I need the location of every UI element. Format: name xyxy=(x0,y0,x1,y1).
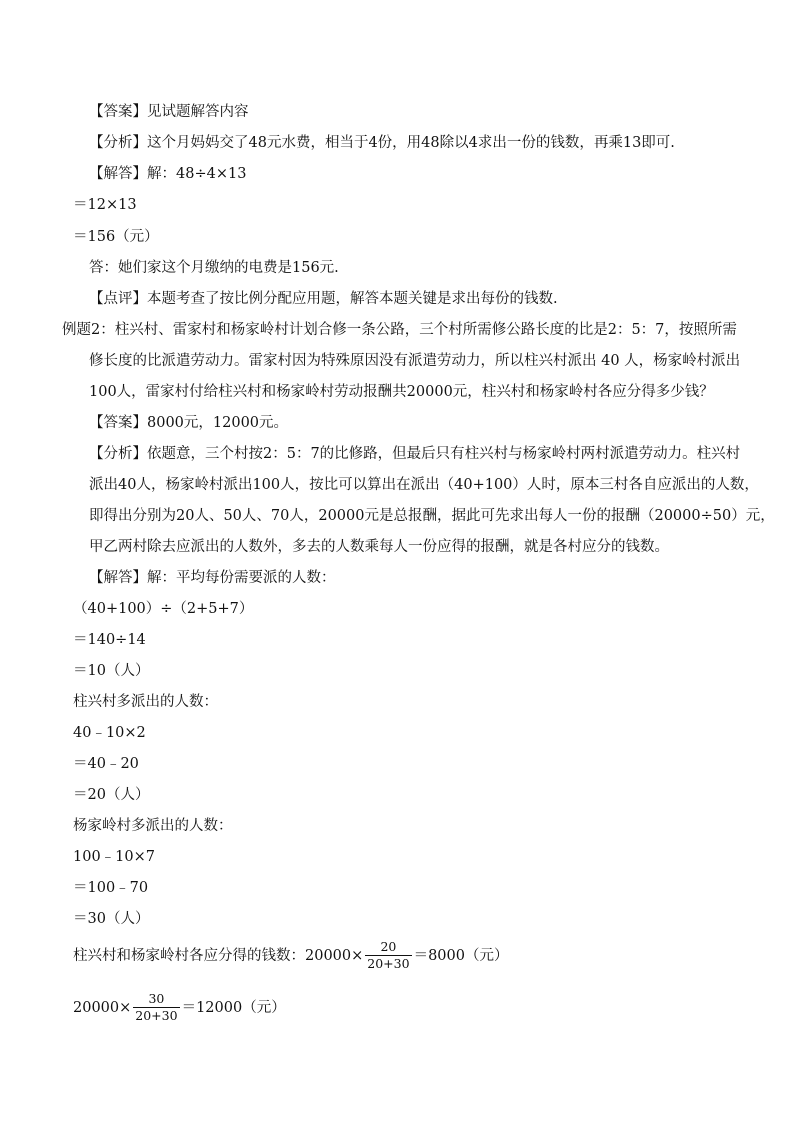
final-answer-line: 答：她们家这个月缴纳的电费是156元. xyxy=(89,260,339,276)
formula-suffix: ＝12000（元） xyxy=(181,999,286,1016)
fraction-denominator: 20+30 xyxy=(367,956,410,971)
answer-label-line: 【答案】见试题解答内容 xyxy=(89,104,249,120)
fraction xyxy=(365,940,411,971)
example-analysis-line-1: 【分析】依题意，三个村按2：5：7的比修路，但最后只有柱兴村与杨家岭村两村派遣劳动力。柱兴村 xyxy=(89,446,741,462)
example-question-line-3: 100人，雷家村付给柱兴村和杨家岭村劳动报酬共20000元，柱兴村和杨家岭村各应分得多少钱？ xyxy=(89,384,714,400)
example-analysis-line-3: 即得出分别为20人、50人、70人，20000元是总报酬，据此可先求出每人一份的报酬（20000÷50）元， xyxy=(89,508,775,524)
calc-line: ＝30（人） xyxy=(73,911,150,927)
fraction-numerator: 30 xyxy=(148,991,165,1006)
example-analysis-line-4: 甲乙两村除去应派出的人数外，多去的人数乘每人一份应得的报酬，就是各村应分的钱数。 xyxy=(89,539,669,555)
subheading-line: 杨家岭村多派出的人数： xyxy=(73,818,233,834)
calc-result-line: ＝156（元） xyxy=(73,229,159,245)
formula-prefix: 柱兴村和杨家岭村各应分得的钱数：20000× xyxy=(73,947,364,964)
example-question-line-1: 例题2：柱兴村、雷家村和杨家岭村计划合修一条公路，三个村所需修公路长度的比是2：5：7，按照所需 xyxy=(62,322,737,338)
subheading-line: 柱兴村多派出的人数： xyxy=(73,694,218,710)
example-answer-line: 【答案】8000元，12000元。 xyxy=(89,415,289,431)
calc-line: ＝100﹣70 xyxy=(73,880,149,896)
fraction-formula-2 xyxy=(73,992,286,1023)
formula-prefix: 20000× xyxy=(73,999,132,1016)
fraction-formula-1 xyxy=(73,940,508,971)
calc-line: ＝40﹣20 xyxy=(73,756,139,772)
calc-line: 100﹣10×7 xyxy=(73,849,156,865)
fraction xyxy=(133,992,179,1023)
calc-line: ＝10（人） xyxy=(73,663,150,679)
calc-step-line: ＝12×13 xyxy=(73,197,137,213)
solution-line: 【解答】解：48÷4×13 xyxy=(89,166,247,182)
calc-line: （40+100）÷（2+5+7） xyxy=(73,601,254,617)
comment-line: 【点评】本题考查了按比例分配应用题，解答本题关键是求出每份的钱数. xyxy=(89,291,558,307)
example-solution-line: 【解答】解：平均每份需要派的人数： xyxy=(89,570,336,586)
example-analysis-line-2: 派出40人，杨家岭村派出100人，按比可以算出在派出（40+100）人时，原本三村各自应派出的人数， xyxy=(89,477,759,493)
fraction-denominator: 20+30 xyxy=(135,1008,178,1023)
calc-line: ＝140÷14 xyxy=(73,632,146,648)
fraction-numerator: 20 xyxy=(380,939,397,954)
example-question-line-2: 修长度的比派遣劳动力。雷家村因为特殊原因没有派遣劳动力，所以柱兴村派出 40 人，杨家岭村派出 xyxy=(89,353,741,369)
calc-line: 40﹣10×2 xyxy=(73,725,146,741)
analysis-line: 【分析】这个月妈妈交了48元水费，相当于4份，用48除以4求出一份的钱数，再乘13即可. xyxy=(89,135,675,151)
calc-line: ＝20（人） xyxy=(73,787,150,803)
formula-suffix: ＝8000（元） xyxy=(413,947,509,964)
